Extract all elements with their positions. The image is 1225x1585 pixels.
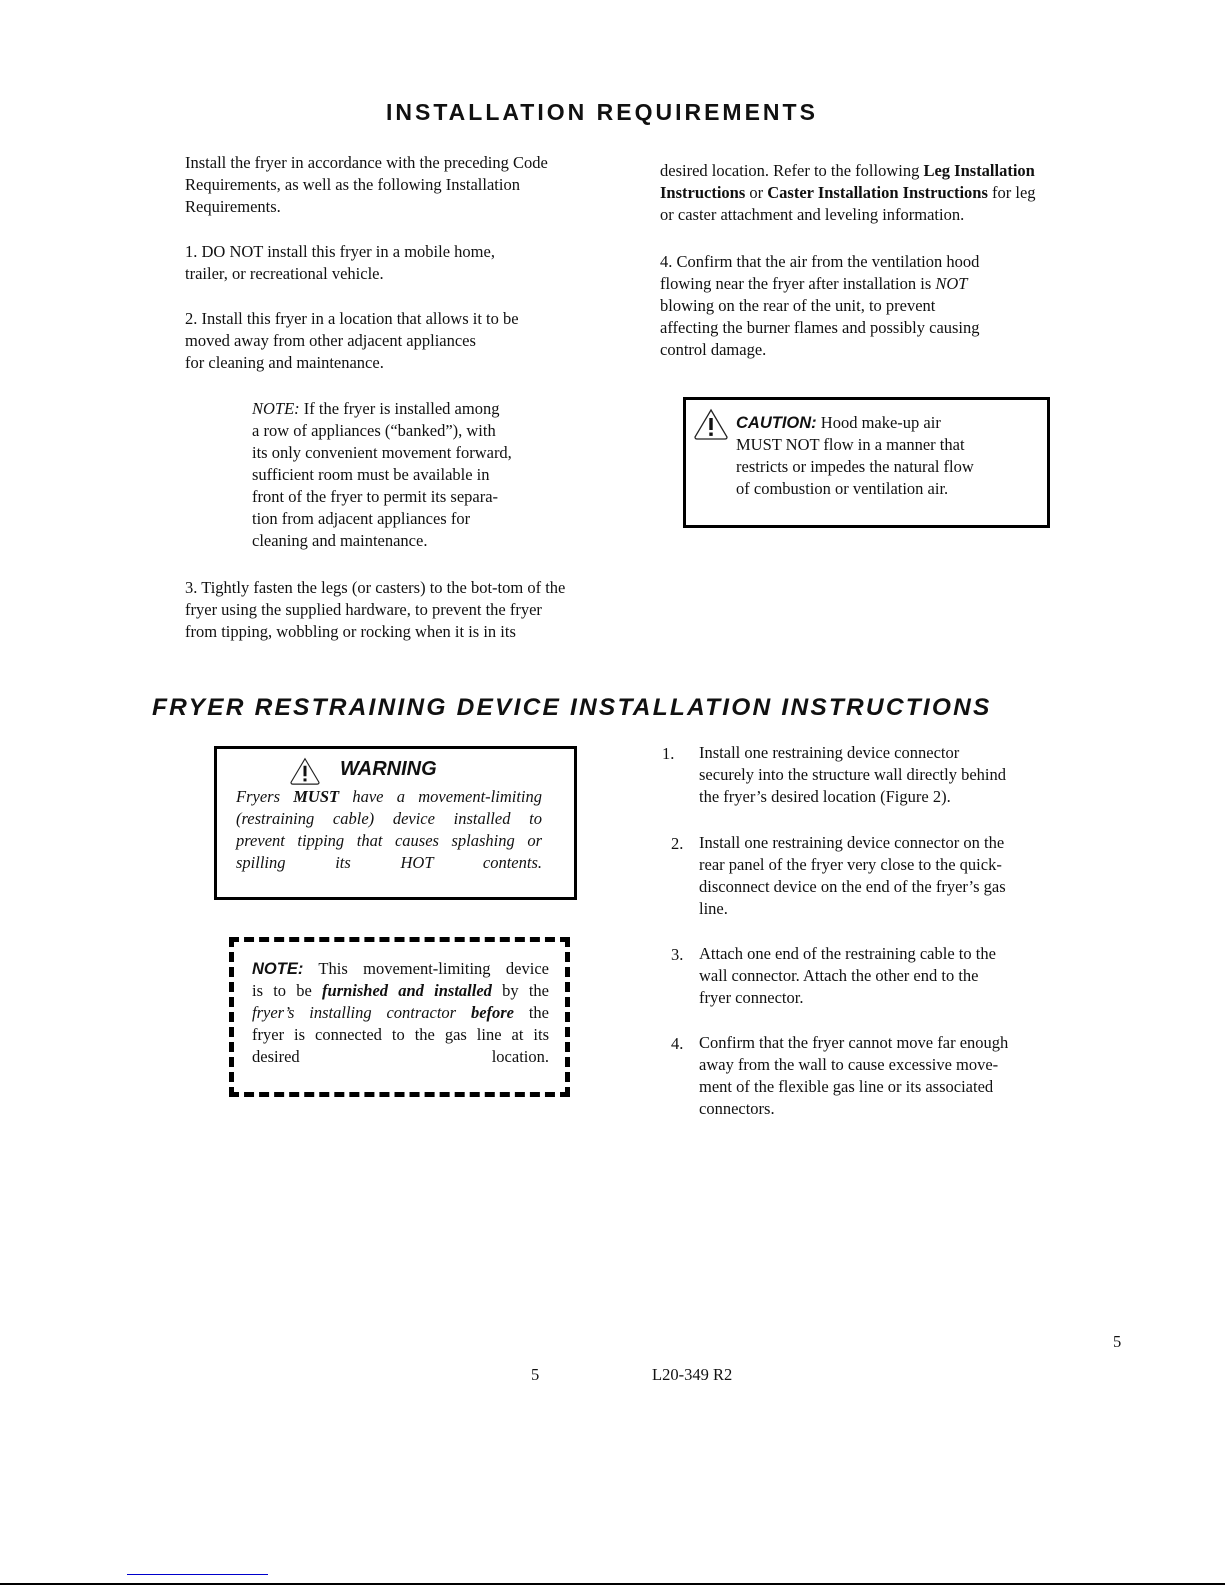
emphasized-text: spilling its HOT contents. [236, 853, 542, 872]
section-title-installation-requirements: INSTALLATION REQUIREMENTS [386, 99, 818, 125]
emphasized-text: (restraining cable) device installed to [236, 809, 542, 828]
text-line: for cleaning and maintenance. [185, 353, 384, 372]
text-line [660, 160, 1036, 182]
emphasized-text: Leg Installation [923, 161, 1035, 180]
text-line [236, 786, 542, 808]
emphasized-text: Fryers [236, 787, 294, 806]
text-line [252, 1002, 549, 1024]
text-line: connectors. [699, 1099, 775, 1118]
text-line: 4. Confirm that the air from the ventilation hood [660, 252, 980, 271]
step-text [699, 832, 1006, 920]
emphasized-text: Instructions [660, 183, 746, 202]
text-line: restricts or impedes the natural flow [736, 457, 974, 476]
caution-text [736, 411, 974, 499]
text-line: Install one restraining device connector on the [699, 833, 1005, 852]
text-line: Install the fryer in accordance with the preceding Code [185, 153, 548, 172]
text-line: a row of appliances (“banked”), with [252, 421, 496, 440]
text-line [236, 830, 542, 852]
section-title-restraining-device: FRYER RESTRAINING DEVICE INSTALLATION INSTRUCTIONS [152, 694, 992, 721]
text-line: Requirements. [185, 197, 281, 216]
banked-note [252, 398, 512, 552]
text-line: moved away from other adjacent appliances [185, 331, 476, 350]
text-line [236, 852, 542, 874]
warning-text [236, 786, 542, 874]
warning-triangle-icon [289, 757, 321, 785]
text-line: fryer using the supplied hardware, to prevent the fryer [185, 600, 542, 619]
requirement-4 [660, 251, 980, 361]
text-line: its only convenient movement forward, [252, 443, 512, 462]
text-line: tion from adjacent appliances for [252, 509, 471, 528]
text-line: 1. DO NOT install this fryer in a mobile home, [185, 242, 495, 261]
intro-paragraph [185, 152, 548, 218]
step-number: 3. [671, 945, 684, 964]
text-line: Attach one end of the restraining cable to the [699, 944, 996, 963]
step-text [699, 1032, 1008, 1120]
link-underline[interactable] [127, 1574, 268, 1575]
text-line: MUST NOT flow in a manner that [736, 435, 965, 454]
emphasized-text: NOT [935, 274, 968, 293]
text-line [252, 958, 549, 980]
text-line: 2. Install this fryer in a location that allows it to be [185, 309, 519, 328]
text-run: by the [491, 981, 549, 1000]
contractor-note-text [252, 958, 549, 1068]
text-line: the fryer’s desired location (Figure 2). [699, 787, 951, 806]
text-line: fryer is connected to the gas line at its [252, 1025, 549, 1044]
step-number: 4. [671, 1034, 684, 1053]
requirement-2 [185, 308, 519, 374]
footer-document-id: L20-349 R2 [652, 1365, 733, 1384]
text-line [252, 980, 549, 1002]
text-line: control damage. [660, 340, 767, 359]
text-run: for leg [987, 183, 1036, 202]
text-line [252, 398, 512, 420]
step-number: 2. [671, 834, 684, 853]
text-line: from tipping, wobbling or rocking when it is in its [185, 622, 516, 641]
emphasized-text: fryer’s installing contractor [252, 1003, 471, 1022]
text-line: away from the wall to cause excessive move- [699, 1055, 999, 1074]
text-line: Install one restraining device connector [699, 743, 960, 762]
text-line: Confirm that the fryer cannot move far enough [699, 1033, 1009, 1052]
text-line: fryer connector. [699, 988, 804, 1007]
text-line: Requirements, as well as the following Installation [185, 175, 520, 194]
text-line: or caster attachment and leveling information. [660, 205, 965, 224]
text-run: is to be [252, 981, 323, 1000]
emphasized-text: NOTE: [252, 960, 304, 978]
text-line: sufficient room must be available in [252, 465, 490, 484]
emphasized-text: NOTE: [252, 399, 300, 418]
text-line: securely into the structure wall directly behind [699, 765, 1006, 784]
text-line [660, 273, 980, 295]
text-run: Hood make-up air [816, 413, 941, 432]
step-text [699, 742, 1006, 808]
corner-page-number: 5 [1113, 1332, 1122, 1351]
text-line: trailer, or recreational vehicle. [185, 264, 384, 283]
emphasized-text: before [470, 1003, 515, 1022]
emphasized-text: Caster Installation Instructions [767, 183, 988, 202]
requirement-3 [185, 577, 565, 643]
text-line [236, 808, 542, 830]
text-line: ment of the flexible gas line or its associated [699, 1077, 994, 1096]
text-line: of combustion or ventilation air. [736, 479, 949, 498]
text-line: affecting the burner flames and possibly causing [660, 318, 980, 337]
emphasized-text: furnished and installed [322, 981, 492, 1000]
text-run: desired location. Refer to the following [660, 161, 924, 180]
step-number: 1. [662, 744, 675, 763]
text-run: flowing near the fryer after installation is [660, 274, 936, 293]
requirement-1 [185, 241, 495, 285]
emphasized-text: CAUTION: [736, 414, 817, 432]
text-line: blowing on the rear of the unit, to prevent [660, 296, 936, 315]
contractor-note-box [229, 937, 570, 1097]
text-line: rear panel of the fryer very close to the quick- [699, 855, 1002, 874]
footer-page-number: 5 [531, 1365, 540, 1384]
text-run: the [514, 1003, 549, 1022]
text-line [660, 182, 1036, 204]
text-line: desired location. [252, 1047, 549, 1066]
text-line: disconnect device on the end of the fryer’s gas [699, 877, 1006, 896]
warning-triangle-icon [693, 408, 729, 440]
emphasized-text: MUST [293, 787, 340, 806]
warning-box [214, 746, 577, 900]
caution-box [683, 397, 1050, 528]
text-line [736, 411, 974, 433]
step-text [699, 943, 996, 1009]
requirement-3-continued [660, 160, 1036, 226]
text-line: wall connector. Attach the other end to the [699, 966, 979, 985]
text-line: front of the fryer to permit its separa- [252, 487, 499, 506]
text-run: If the fryer is installed among [299, 399, 500, 418]
emphasized-text: prevent tipping that causes splashing or [236, 831, 542, 850]
text-line: line. [699, 899, 728, 918]
text-line: 3. Tightly fasten the legs (or casters) to the bot-tom of the [185, 578, 566, 597]
text-run: This movement-limiting device [303, 959, 549, 978]
text-run: or [745, 183, 768, 202]
text-line: cleaning and maintenance. [252, 531, 428, 550]
warning-heading: WARNING [340, 758, 437, 780]
emphasized-text: have a movement-limiting [339, 787, 542, 806]
